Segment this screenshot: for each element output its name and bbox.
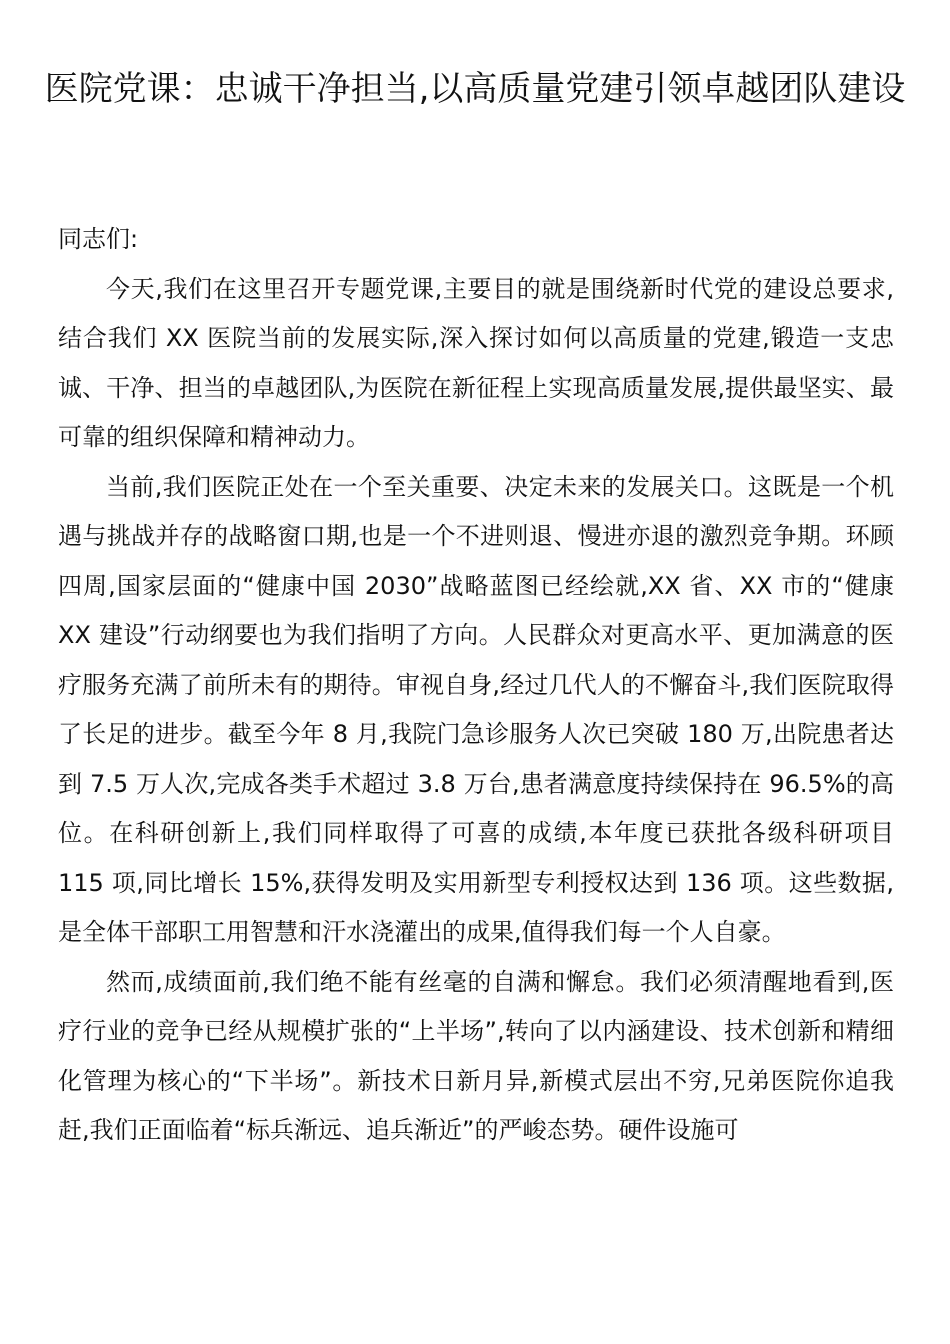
greeting: 同志们: xyxy=(58,225,139,253)
paragraph-current-situation: 当前,我们医院正处在一个至关重要、决定未来的发展关口。这既是一个机遇与挑战并存的战略窗口期,也是一个不进则退、慢进亦退的激烈竞争期。环顾四周,国家层面的“健康中国 2030”战略蓝图已经绘就,XX 省、XX 市的“健康 XX 建设”行动纲要也为我们指明了方向。人民群众对更高水平、更加满意的医疗服务充满了前所未有的期待。审视自身,经过几代人的不懈奋斗,我们医院取得了长足的进步。截至今年 8 月,我院门急诊服务人次已突破 180 万,出院患者达到 7.5 万人次,完成各类手术超过 3.8 万台,患者满意度持续保持在 96.5%的高位。在科研创新上,我们同样取得了可喜的成绩,本年度已获批各级科研项目 115 项,同比增长 15%,获得发明及实用新型专利授权达到 136 项。这些数据,是全体干部职工用智慧和汗水浇灌出的成果,值得我们每一个人自豪。 xyxy=(58,472,894,946)
paragraph-challenges: 然而,成绩面前,我们绝不能有丝毫的自满和懈怠。我们必须清醒地看到,医疗行业的竞争已经从规模扩张的“上半场”,转向了以内涵建设、技术创新和精细化管理为核心的“下半场”。新技术日新月异,新模式层出不穷,兄弟医院你追我赶,我们正面临着“标兵渐远、追兵渐近”的严峻态势。硬件设施可 xyxy=(58,967,894,1144)
document-title: 医院党课：忠诚干净担当,以高质量党建引领卓越团队建设 xyxy=(44,69,906,109)
document-body xyxy=(58,215,894,1156)
paragraph-intro: 今天,我们在这里召开专题党课,主要目的就是围绕新时代党的建设总要求,结合我们 XX 医院当前的发展实际,深入探讨如何以高质量的党建,锻造一支忠诚、干净、担当的卓越团队,为医院在新征程上实现高质量发展,提供最坚实、最可靠的组织保障和精神动力。 xyxy=(58,274,894,451)
